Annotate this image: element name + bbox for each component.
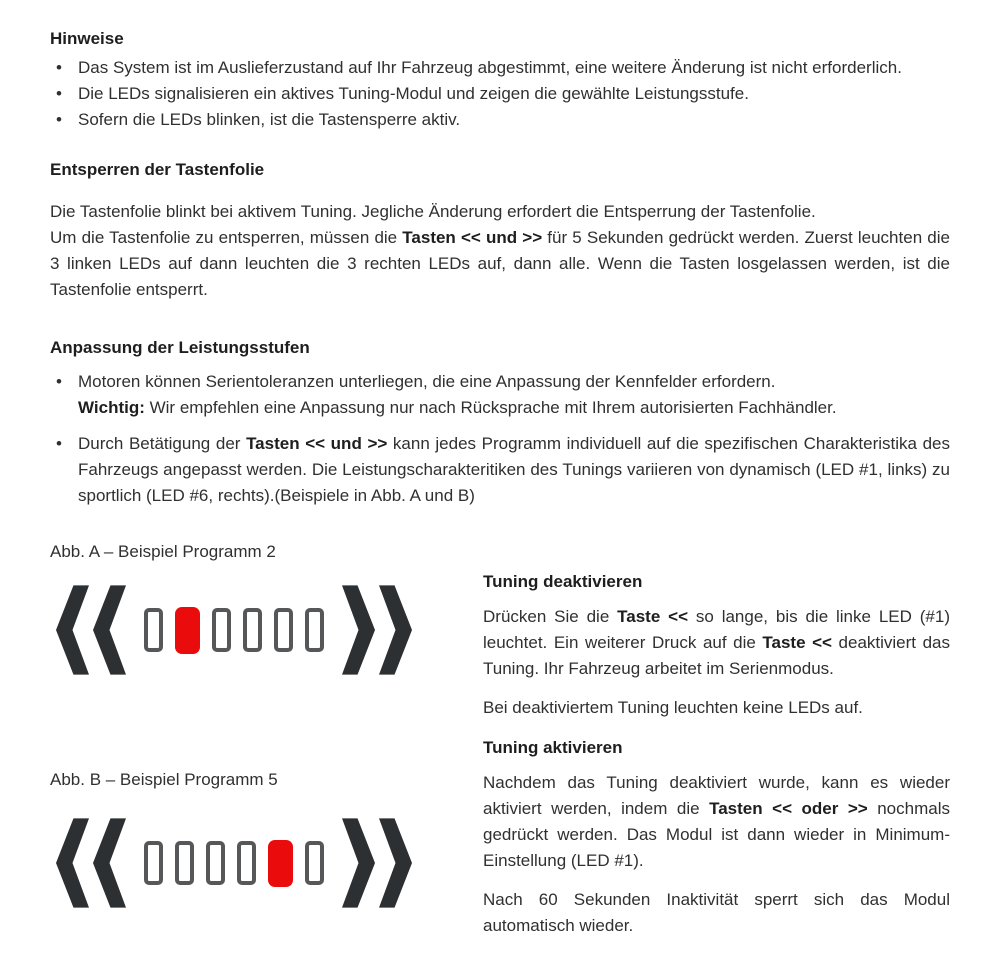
section-title-anpassung: Anpassung der Leistungsstufen <box>50 338 310 357</box>
list-item <box>50 107 950 133</box>
paragraph: Nachdem das Tuning deaktiviert wurde, kann es wieder aktiviert werden, indem die Tasten << oder >> nochmals gedrückt werden. Das Modul ist dann wieder in Minimum-Einstellung (LED #1). <box>483 773 950 870</box>
instructions-column <box>483 569 950 952</box>
led-on <box>175 607 200 654</box>
led-off <box>243 608 262 652</box>
paragraph: Die Tastenfolie blinkt bei aktivem Tuning. Jegliche Änderung erfordert die Entsperrung der Tastenfolie. <box>50 202 816 221</box>
paragraph: Bei deaktiviertem Tuning leuchten keine LEDs auf. <box>483 698 863 717</box>
list-item <box>50 55 950 81</box>
section-title-hinweise: Hinweise <box>50 29 124 48</box>
section-title-tuning-deaktivieren: Tuning deaktivieren <box>483 572 643 591</box>
figures-and-instructions-region <box>50 529 950 941</box>
double-chevron-right-icon <box>342 817 412 909</box>
list-item-text: Motoren können Serientoleranzen unterliegen, die eine Anpassung der Kennfelder erfordern. Wichtig: Wir empfehlen eine Anpassung nur nach Rücksprache mit Ihrem autorisierten Fachhändler. <box>78 372 837 417</box>
led-row <box>144 840 324 887</box>
list-item-text: Das System ist im Auslieferzustand auf Ihr Fahrzeug abgestimmt, eine weitere Änderung ist nicht erforderlich. <box>78 58 902 77</box>
led-display-figure-b <box>56 817 412 909</box>
anpassung-list <box>50 369 950 509</box>
list-item <box>50 431 950 509</box>
paragraph: Nach 60 Sekunden Inaktivität sperrt sich das Modul automatisch wieder. <box>483 890 950 935</box>
paragraph: Drücken Sie die Taste << so lange, bis die linke LED (#1) leuchtet. Ein weiterer Druck auf die Taste << deaktiviert das Tuning. Ihr Fahrzeug arbeitet im Serienmodus. <box>483 607 950 678</box>
double-chevron-right-icon <box>342 584 412 676</box>
led-off <box>305 608 324 652</box>
double-chevron-left-icon <box>56 584 126 676</box>
list-item <box>50 369 950 421</box>
figure-b-caption: Abb. B – Beispiel Programm 5 <box>50 770 278 789</box>
led-off <box>144 608 163 652</box>
led-off <box>237 841 256 885</box>
paragraph: Um die Tastenfolie zu entsperren, müssen die Tasten << und >> für 5 Sekunden gedrückt werden. Zuerst leuchten die 3 linken LEDs auf dann leuchten die 3 rechten LEDs auf, dann alle. Wenn die Tasten losgelassen werden, ist die Tastenfolie entsperrt. <box>50 228 950 299</box>
figure-a-caption: Abb. A – Beispiel Programm 2 <box>50 542 276 561</box>
led-row <box>144 607 324 654</box>
double-chevron-left-icon <box>56 817 126 909</box>
list-item-text: Durch Betätigung der Tasten << und >> kann jedes Programm individuell auf die spezifischen Charakteristika des Fahrzeugs angepasst werden. Die Leistungscharakteritiken des Tunings variieren von dynamisch (LED #1, links) zu sportlich (LED #6, rechts).(Beispiele in Abb. A und B) <box>78 434 950 505</box>
list-item <box>50 81 950 107</box>
led-off <box>305 841 324 885</box>
list-item-text: Die LEDs signalisieren ein aktives Tuning-Modul und zeigen die gewählte Leistungsstufe. <box>78 84 749 103</box>
led-off <box>175 841 194 885</box>
led-off <box>206 841 225 885</box>
list-item-text: Sofern die LEDs blinken, ist die Tastensperre aktiv. <box>78 110 461 129</box>
section-title-entsperren: Entsperren der Tastenfolie <box>50 160 265 179</box>
led-off <box>274 608 293 652</box>
led-off <box>144 841 163 885</box>
led-off <box>212 608 231 652</box>
led-display-figure-a <box>56 584 412 676</box>
section-title-tuning-aktivieren: Tuning aktivieren <box>483 738 623 757</box>
hinweise-list <box>50 55 950 133</box>
led-on <box>268 840 293 887</box>
